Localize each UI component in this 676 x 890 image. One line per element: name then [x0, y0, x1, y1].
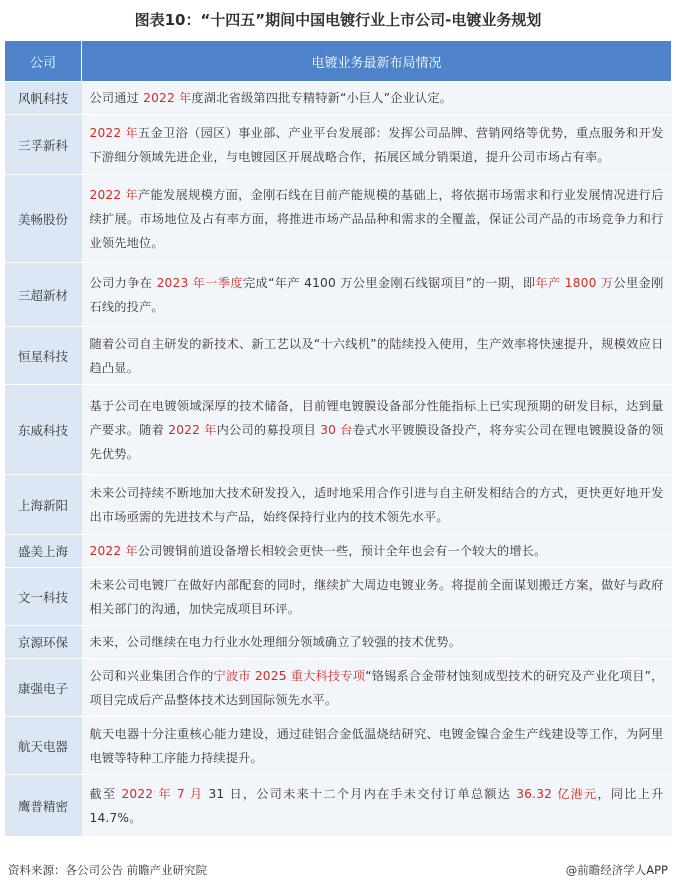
planning-table — [4, 40, 672, 837]
company-cell: 美畅股份 — [5, 175, 82, 263]
description-cell — [82, 115, 672, 175]
highlight-text: 2022 年 — [89, 125, 139, 140]
body-text: 基于公司在电镀领域深厚的技术储备，目前锂电镀膜设备部分性能指标上已实现预期的研发目标，达到量产要求。随着 — [89, 398, 664, 437]
body-text: 航天电器十分注重核心能力建设，通过硅铝合金低温烧结研究、电镀金镍合金生产线建设等工作，为阿里电镀等特种工序能力持续提升。 — [89, 726, 664, 765]
body-text: 公司和兴业集团合作的 — [89, 668, 214, 683]
source-note: 资料来源：各公司公告 前瞻产业研究院 — [8, 863, 208, 877]
description-cell — [82, 568, 672, 626]
description-cell — [82, 717, 672, 775]
description-cell — [82, 775, 672, 837]
table-row — [5, 327, 672, 385]
table-row — [5, 659, 672, 717]
highlight-text: 宁波市 2025 重大科技专项 — [213, 668, 366, 683]
table-row — [5, 115, 672, 175]
table-row — [5, 717, 672, 775]
description-cell — [82, 626, 672, 659]
footer — [4, 857, 672, 883]
description-cell — [82, 385, 672, 475]
highlight-text: 2023 年一季度 — [156, 275, 243, 290]
company-cell: 恒星科技 — [5, 327, 82, 385]
description-cell — [82, 327, 672, 385]
description-cell — [82, 659, 672, 717]
highlight-text: 2022 年 7 月 — [121, 786, 204, 801]
body-text: 公司通过 — [89, 91, 144, 105]
company-cell: 盛美上海 — [5, 535, 82, 568]
body-text: 内公司的募投项目 — [216, 422, 321, 437]
body-text: 截至 — [89, 786, 122, 801]
body-text: 未来，公司继续在电力行业水处理细分领域确立了较强的技术优势。 — [89, 635, 462, 649]
description-cell — [82, 175, 672, 263]
body-text: 公司力争在 — [89, 275, 157, 290]
highlight-text: 2022 年 — [89, 544, 138, 558]
company-cell: 文一科技 — [5, 568, 82, 626]
table-row — [5, 568, 672, 626]
description-cell — [82, 535, 672, 568]
body-text: 度湖北省级第四批专精特新“小巨人”企业认定。 — [191, 91, 453, 105]
brand-credit: @前瞻经济学人APP — [565, 863, 668, 877]
description-cell — [82, 263, 672, 327]
table-row — [5, 775, 672, 837]
company-cell: 鹰普精密 — [5, 775, 82, 837]
body-text: 产能发展规模方面，金刚石线在目前产能规模的基础上，将依据市场需求和行业发展情况进行后续扩展。市场地位及占有率方面，将推进市场产品品种和需求的全覆盖，保证公司产品的市场竞争力和行业领先地位。 — [89, 187, 664, 250]
body-text: 随着公司自主研发的新技术、新工艺以及“十六线机”的陆续投入使用，生产效率将快速提升，规模效应日趋凸显。 — [89, 336, 664, 375]
table-row — [5, 475, 672, 535]
header-layout: 电镀业务最新布局情况 — [82, 41, 672, 82]
body-text: 公里金刚石线的投产。 — [89, 275, 664, 314]
body-text: 卷式水平镀膜设备投产，将夯实公司在锂电镀膜设备的领先优势。 — [89, 422, 664, 461]
highlight-text: 年产 1800 万 — [535, 275, 614, 290]
highlight-text: 2022 年 — [143, 91, 192, 105]
table-row — [5, 626, 672, 659]
highlight-text: 30 台 — [320, 422, 353, 437]
body-text: 完成“年产 4100 万公里金刚石线锯项目”的一期，即 — [242, 275, 536, 290]
highlight-text: 36.32 亿港元 — [516, 786, 598, 801]
highlight-text: 2022 年 — [89, 187, 139, 202]
company-cell: 东威科技 — [5, 385, 82, 475]
table-row — [5, 385, 672, 475]
body-text: 五金卫浴（园区）事业部、产业平台发展部：发挥公司品牌、营销网络等优势，重点服务和开发下游细分领域先进企业，与电镀园区开展战略合作，拓展区域分销渠道，提升公司市场占有率。 — [89, 125, 664, 164]
description-cell — [82, 475, 672, 535]
table-header-row — [5, 41, 672, 82]
body-text: 31 日，公司未来十二个月内在手未交付订单总额达 — [203, 786, 517, 801]
table-row — [5, 535, 672, 568]
description-cell — [82, 82, 672, 115]
company-cell: 三超新材 — [5, 263, 82, 327]
body-text: 未来公司电镀厂在做好内部配套的同时，继续扩大周边电镀业务。将提前全面谋划搬迁方案，做好与政府相关部门的沟通，加快完成项目环评。 — [89, 577, 664, 616]
company-cell: 风帆科技 — [5, 82, 82, 115]
body-text: ，同比上升 14.7%。 — [89, 786, 664, 825]
company-cell: 三孚新科 — [5, 115, 82, 175]
company-cell: 航天电器 — [5, 717, 82, 775]
body-text: 公司镀铜前道设备增长相较会更快一些，预计全年也会有一个较大的增长。 — [137, 544, 547, 558]
body-text: 未来公司持续不断地加大技术研发投入，适时地采用合作引进与自主研发相结合的方式，更快更好地开发出市场亟需的先进技术与产品，始终保持行业内的技术领先水平。 — [89, 485, 664, 524]
company-cell: 上海新阳 — [5, 475, 82, 535]
company-cell: 京源环保 — [5, 626, 82, 659]
table-row — [5, 82, 672, 115]
highlight-text: 2022 年 — [168, 422, 217, 437]
table-body — [5, 82, 672, 837]
header-company: 公司 — [5, 41, 82, 82]
table-row — [5, 263, 672, 327]
table-row — [5, 175, 672, 263]
company-cell: 康强电子 — [5, 659, 82, 717]
page-title: 图表10：“十四五”期间中国电镀行业上市公司-电镀业务规划 — [134, 11, 542, 29]
body-text: “铬锡系合金带材蚀刻成型技术的研究及产业化项目”，项目完成后产品整体技术达到国际领先水平。 — [89, 668, 664, 707]
